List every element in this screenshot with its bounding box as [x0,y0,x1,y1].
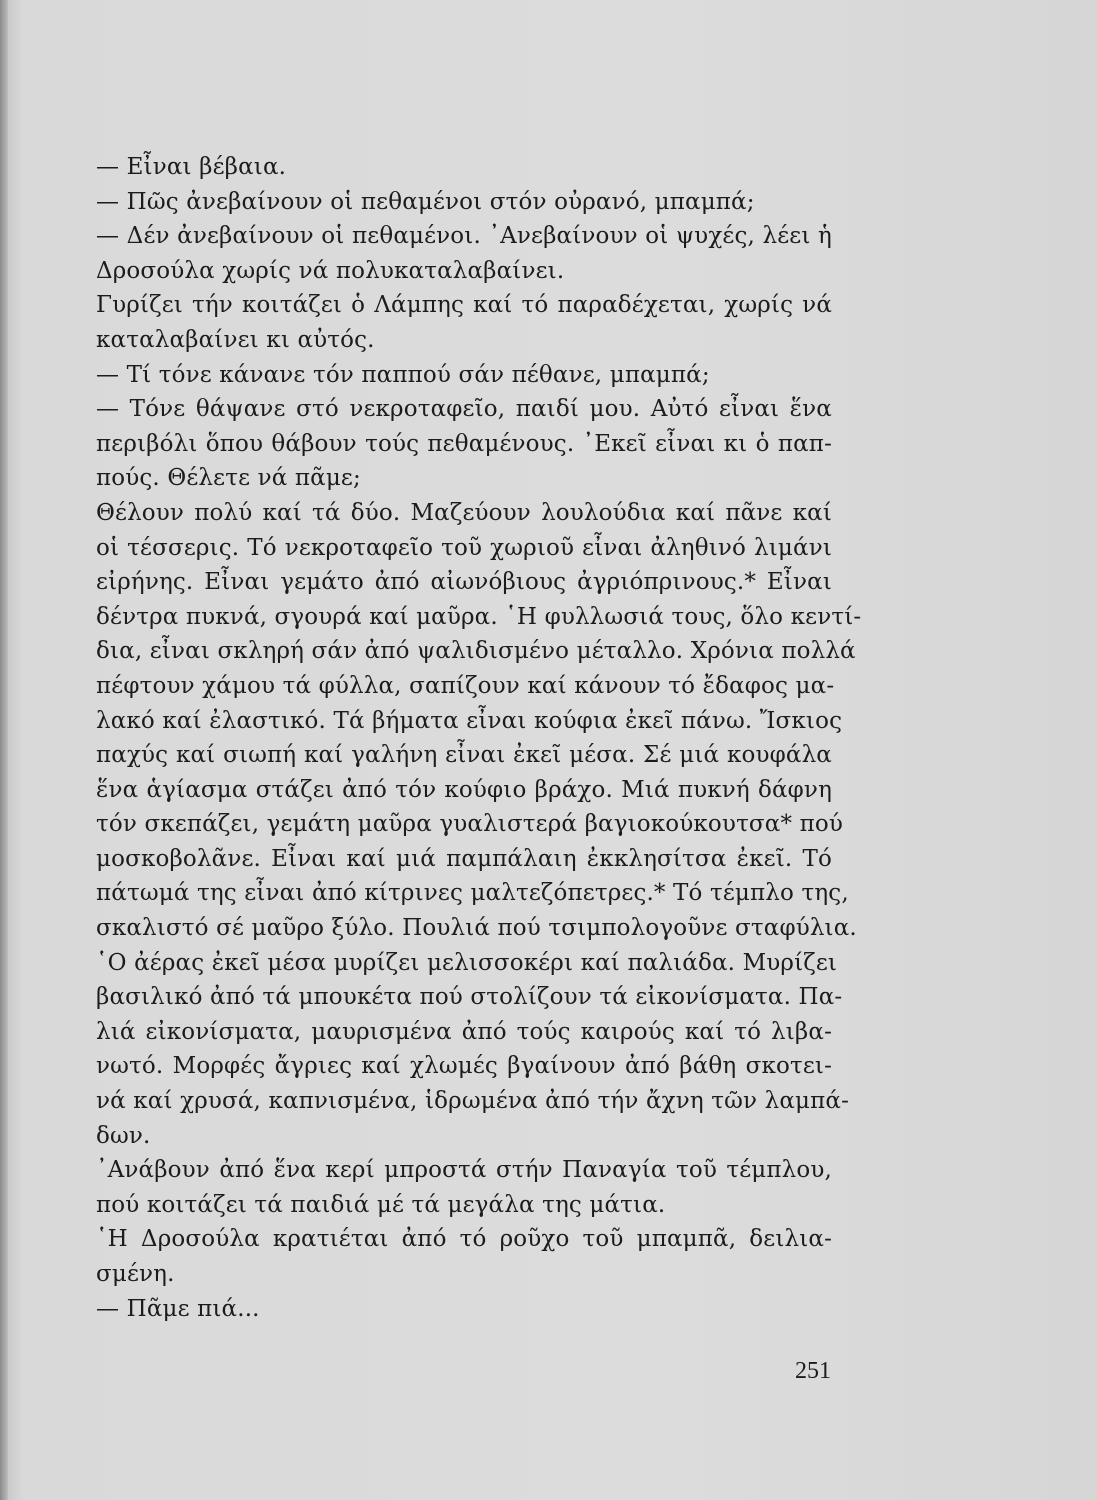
text-line: λακό καί ἐλαστικό. Τά βήματα εἶναι κούφια ἐκεῖ πάνω. Ἴσκιος [96,707,843,734]
text-line: πέφτουν χάμου τά φύλλα, σαπίζουν καί κάνουν τό ἔδαφος μα- [96,672,835,699]
book-page-text [96,150,862,1326]
text-line: — Τόνε θάψανε στό νεκροταφεῖο, παιδί μου. Αὐτό εἶναι ἕνα [96,396,832,423]
text-line: πού κοιτάζει τά παιδιά μέ τά μεγάλα της μάτια. [96,1191,666,1218]
text-line: πούς. Θέλετε νά πᾶμε; [96,465,361,492]
text-line: περιβόλι ὅπου θάβουν τούς πεθαμένους. ᾿Εκεῖ εἶναι κι ὁ παπ- [96,430,832,457]
text-line: — Πᾶμε πιά... [96,1295,260,1322]
text-line: σκαλιστό σέ μαῦρο ξύλο. Πουλιά πού τσιμπολογοῦνε σταφύλια. [96,915,857,942]
text-line: ῾Η Δροσούλα κρατιέται ἀπό τό ροῦχο τοῦ μπαμπᾶ, δειλια- [96,1226,832,1253]
text-line: οἱ τέσσερις. Τό νεκροταφεῖο τοῦ χωριοῦ εἶναι ἀληθινό λιμάνι [96,534,832,561]
text-line: τόν σκεπάζει, γεμάτη μαῦρα γυαλιστερά βαγιοκούκουτσα* πού [96,811,843,838]
text-line: — Δέν ἀνεβαίνουν οἱ πεθαμένοι. ᾿Ανεβαίνουν οἱ ψυχές, λέει ἡ [96,223,832,250]
text-line: παχύς καί σιωπή καί γαλήνη εἶναι ἐκεῖ μέσα. Σέ μιά κουφάλα [96,742,832,769]
text-line: βασιλικό ἀπό τά μπουκέτα πού στολίζουν τά εἰκονίσματα. Πα- [96,984,843,1011]
text-line: νωτό. Μορφές ἄγριες καί χλωμές βγαίνουν ἀπό βάθη σκοτει- [96,1053,832,1080]
text-line: καταλαβαίνει κι αὐτός. [96,326,375,353]
text-line: ἕνα ἁγίασμα στάζει ἀπό τόν κούφιο βράχο. Μιά πυκνή δάφνη [96,776,832,803]
text-line: Γυρίζει τήν κοιτάζει ὁ Λάμπης καί τό παραδέχεται, χωρίς νά [96,292,832,319]
text-line: λιά εἰκονίσματα, μαυρισμένα ἀπό τούς καιρούς καί τό λιβα- [96,1018,832,1045]
text-line: σμένη. [96,1261,175,1287]
text-line: ῾Ο ἀέρας ἐκεῖ μέσα μυρίζει μελισσοκέρι καί παλιάδα. Μυρίζει [96,949,838,976]
text-line: — Εἶναι βέβαια. [96,154,287,180]
text-line: δια, εἶναι σκληρή σάν ἀπό ψαλιδισμένο μέταλλο. Χρόνια πολλά [96,638,856,665]
text-line: — Τί τόνε κάνανε τόν παππού σάν πέθανε, μπαμπά; [96,361,710,388]
page-number: 251 [795,1358,831,1384]
text-line: ᾿Ανάβουν ἀπό ἕνα κερί μπροστά στήν Παναγία τοῦ τέμπλου, [96,1157,832,1184]
text-line: εἰρήνης. Εἶναι γεμάτο ἀπό αἰωνόβιους ἀγριόπρινους.* Εἶναι [96,569,832,596]
text-line: δων. [96,1122,151,1149]
text-line: δέντρα πυκνά, σγουρά καί μαῦρα. ῾Η φυλλωσιά τους, ὅλο κεντί- [96,603,862,630]
page-spine-shadow [0,0,8,1500]
text-line: μοσκοβολᾶνε. Εἶναι καί μιά παμπάλαιη ἐκκλησίτσα ἐκεῖ. Τό [96,845,832,872]
text-line: — Πῶς ἀνεβαίνουν οἱ πεθαμένοι στόν οὐρανό, μπαμπά; [96,188,755,215]
text-line: νά καί χρυσά, καπνισμένα, ἱδρωμένα ἀπό τήν ἄχνη τῶν λαμπά- [96,1088,849,1115]
text-line: πάτωμά της εἶναι ἀπό κίτρινες μαλτεζόπετρες.* Τό τέμπλο της, [96,880,849,907]
text-line: Θέλουν πολύ καί τά δύο. Μαζεύουν λουλούδια καί πᾶνε καί [96,499,832,526]
text-line: Δροσούλα χωρίς νά πολυκαταλαβαίνει. [96,257,565,284]
